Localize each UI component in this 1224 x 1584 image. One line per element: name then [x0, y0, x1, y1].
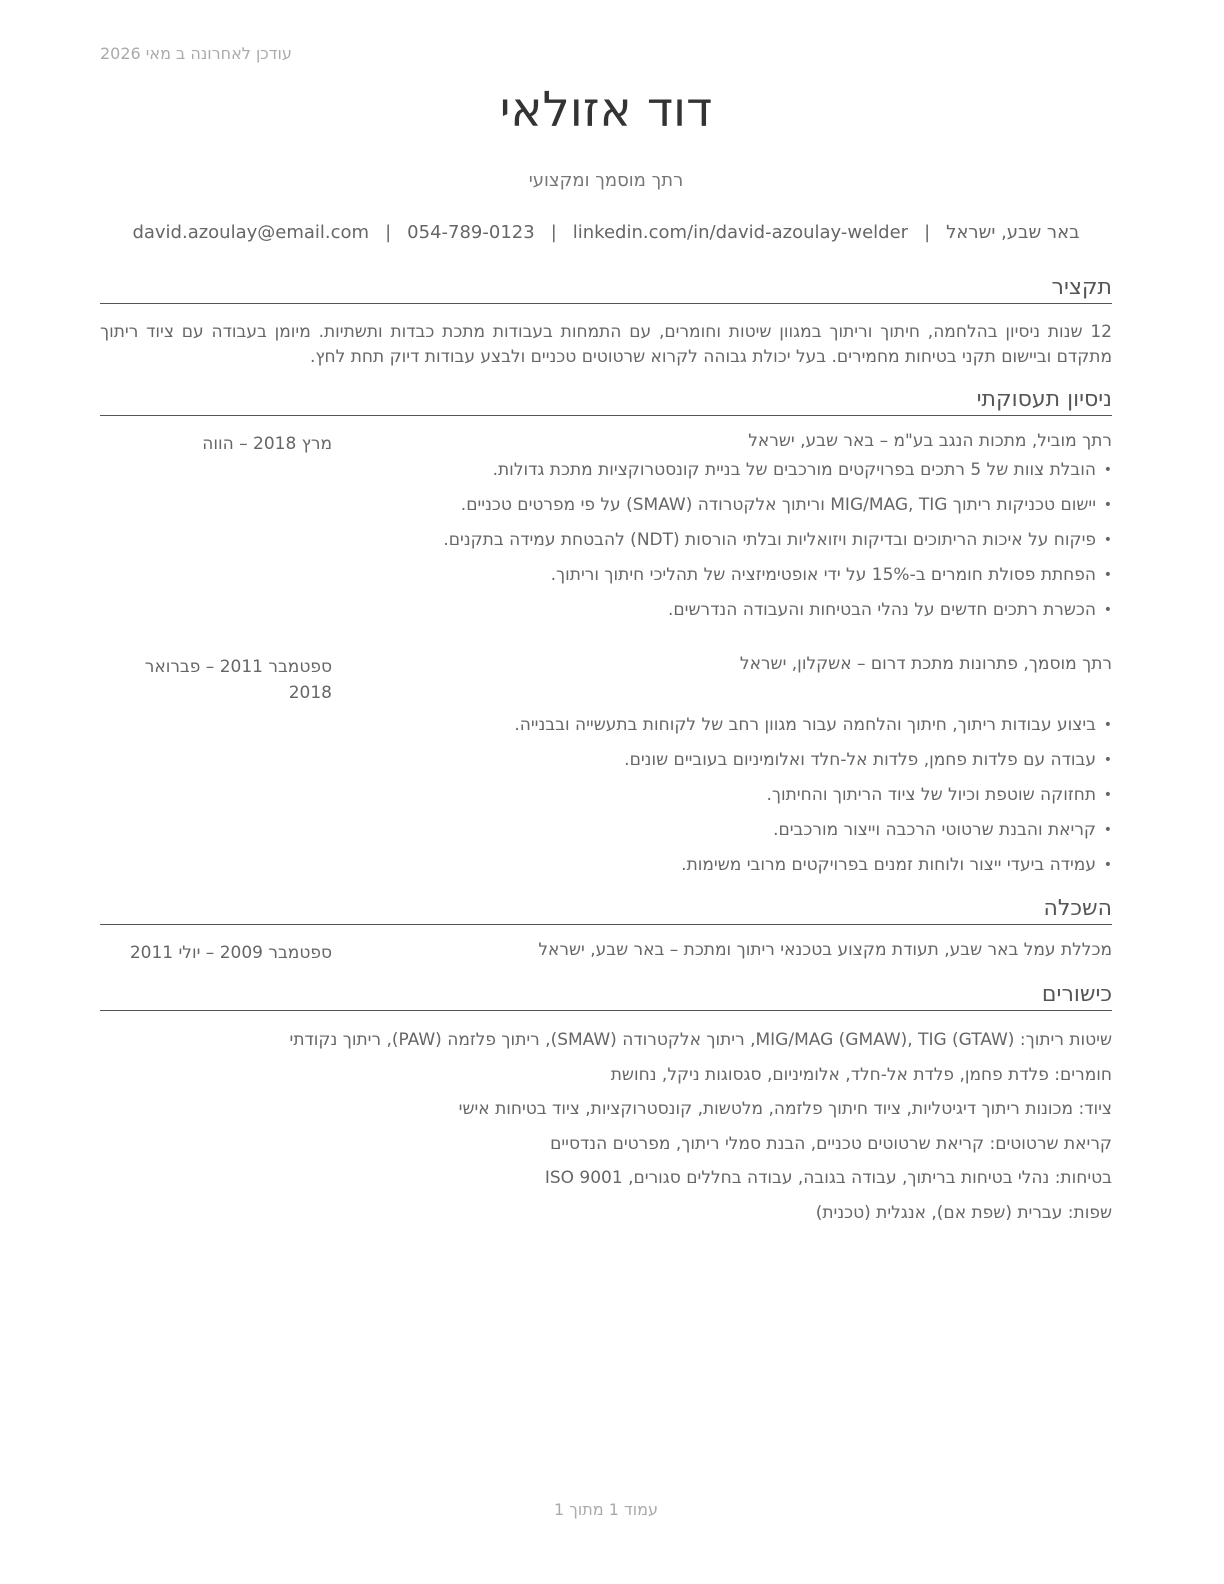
list-item: • פיקוח על איכות הריתוכים ובדיקות ויזואליות ובלתי הורסות (NDT) להבטחת עמידה בתקנים. [100, 525, 1112, 560]
list-item: • עבודה עם פלדות פחמן, פלדות אל-חלד ואלומיניום בעוביים שונים. [100, 745, 1112, 780]
list-item: • ביצוע עבודות ריתוך, חיתוך והלחמה עבור מגוון רחב של לקוחות בתעשייה ובבנייה. [100, 710, 1112, 745]
contact-line [100, 222, 1112, 243]
job-entry [100, 431, 1112, 630]
list-item: • קריאת והבנת שרטוטי הרכבה וייצור מורכבים. [100, 815, 1112, 850]
list-item: • הפחתת פסולת חומרים ב-15% על ידי אופטימיזציה של תהליכי חיתוך וריתוך. [100, 560, 1112, 595]
page-number: עמוד 1 מתוך 1 [554, 1500, 658, 1519]
contact-separator: | [550, 222, 557, 243]
job-dates: ספטמבר 2011 – פברואר 2018 [144, 657, 332, 703]
job-bullets [100, 455, 1112, 630]
candidate-name: דוד אזולאי [499, 82, 713, 138]
list-item: • יישום טכניקות ריתוך MIG/MAG, TIG וריתוך אלקטרודה (SMAW) על פי מפרטים טכניים. [100, 490, 1112, 525]
experience-heading: ניסיון תעסוקתי [100, 387, 1112, 416]
contact-linkedin[interactable]: linkedin.com/in/david-azoulay-welder [572, 222, 909, 243]
list-item: ציוד: מכונות ריתוך דיגיטליות, ציוד חיתוך פלזמה, מלטשות, קונסטרוקציות, ציוד בטיחות אישי [458, 1099, 1112, 1119]
list-item: • הכשרת רתכים חדשים על נהלי הבטיחות והעבודה הנדרשים. [100, 595, 1112, 630]
education-title: מכללת עמל באר שבע, תעודת מקצוע בטכנאי ריתוך ומתכת – באר שבע, ישראל [538, 940, 1112, 960]
job-header [100, 654, 1112, 710]
education-entry [100, 940, 1112, 964]
contact-email[interactable]: david.azoulay@email.com [132, 222, 370, 243]
summary-text: 12 שנות ניסיון בהלחמה, חיתוך וריתוך במגוון שיטות וחומרים, עם התמחות בעבודות מתכת כבדות ותשתיות. מיומן בעבודה עם ציוד ריתוך מתקדם וביישום תקני בטיחות מחמירים. בעל יכולת גבוהה לקרוא שרטוטים טכניים ולבצע עבודות דיוק תחת לחץ. [100, 322, 1112, 367]
education-header [100, 940, 1112, 964]
list-item: שפות: עברית (שפת אם), אנגלית (טכנית) [815, 1202, 1112, 1223]
candidate-role: רתך מוסמך ומקצועי [528, 170, 684, 191]
certifications-list [100, 1027, 1112, 1234]
list-item: בטיחות: נהלי בטיחות בריתוך, עבודה בגובה, עבודה בחללים סגורים, ISO 9001 [544, 1168, 1112, 1188]
resume-page [100, 0, 1112, 1584]
contact-phone[interactable]: 054-789-0123 [407, 222, 535, 243]
job-entry [100, 654, 1112, 885]
contact-location: באר שבע, ישראל [946, 222, 1080, 243]
job-dates: מרץ 2018 – הווה [202, 434, 332, 454]
list-item: חומרים: פלדת פחמן, פלדת אל-חלד, אלומיניום, סגסוגות ניקל, נחושת [610, 1064, 1112, 1085]
contact-separator: | [924, 222, 931, 243]
education-dates: ספטמבר 2009 – יולי 2011 [129, 943, 332, 963]
job-header [100, 431, 1112, 455]
education-heading: השכלה [100, 896, 1112, 925]
list-item: קריאת שרטוטים: קריאת שרטוטים טכניים, הבנת סמלי ריתוך, מפרטים הנדסיים [550, 1133, 1112, 1154]
job-title: רתך מוסמך, פתרונות מתכת דרום – אשקלון, ישראל [739, 654, 1112, 674]
job-bullets [100, 710, 1112, 885]
list-item: שיטות ריתוך: MIG/MAG (GMAW), TIG (GTAW), ריתוך אלקטרודה (SMAW), ריתוך פלזמה (PAW), ריתוך נקודתי [289, 1030, 1112, 1050]
contact-separator: | [385, 222, 392, 243]
summary-heading: תקציר [100, 275, 1112, 304]
certifications-heading: כישורים [100, 982, 1112, 1011]
last-updated: עודכן לאחרונה ב מאי 2026 [100, 44, 292, 63]
list-item: • עמידה ביעדי ייצור ולוחות זמנים בפרויקטים מרובי משימות. [100, 850, 1112, 885]
list-item: • הובלת צוות של 5 רתכים בפרויקטים מורכבים של בניית קונסטרוקציות מתכת גדולות. [100, 455, 1112, 490]
job-title: רתך מוביל, מתכות הנגב בע"מ – באר שבע, ישראל [748, 431, 1112, 451]
list-item: • תחזוקה שוטפת וכיול של ציוד הריתוך והחיתוך. [100, 780, 1112, 815]
